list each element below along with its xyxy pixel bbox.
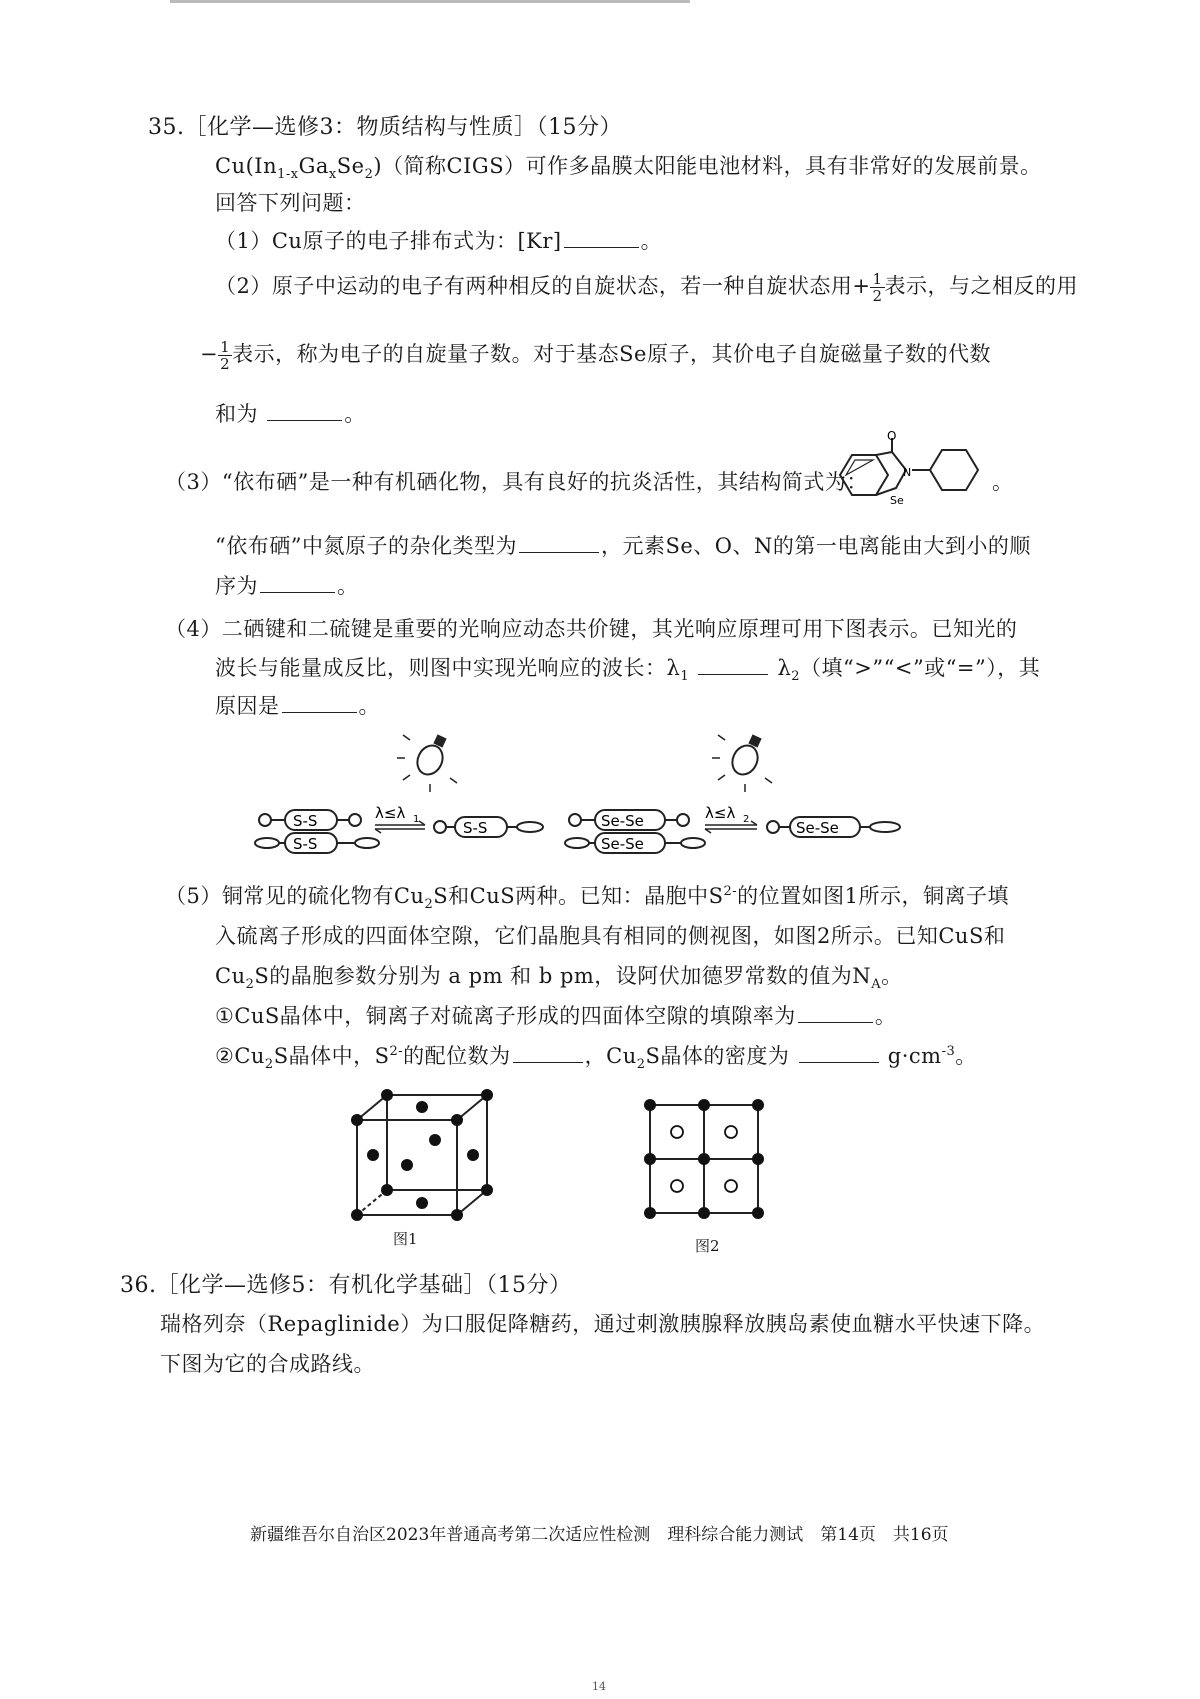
part-5-q1: ①CuS晶体中，铜离子对硫离子形成的四面体空隙的填隙率为 。 — [215, 1004, 897, 1028]
answer-blank[interactable] — [260, 574, 335, 593]
answer-blank[interactable] — [519, 534, 599, 553]
q36-heading: 36.［化学—选修5：有机化学基础］（15分） — [120, 1273, 572, 1298]
page-number: 14 — [592, 1680, 606, 1693]
light-bulb-icon — [397, 734, 457, 792]
q36-line2: 下图为它的合成路线。 — [160, 1352, 375, 1376]
part-5-line2: 入硫离子形成的四面体空隙，它们晶胞具有相同的侧视图，如图2所示。已知CuS和 — [215, 924, 1006, 948]
part-3-line2: “依布硒”中氮原子的杂化类型为 ，元素Se、O、N的第一电离能由大到小的顺 — [215, 534, 1031, 558]
part-3-end: 。 — [992, 470, 1014, 494]
part-1: （1）Cu原子的电子排布式为：[Kr] 。 — [215, 229, 663, 253]
ss-bond-label: S-S — [293, 835, 318, 853]
ss-bond-label: S-S — [463, 819, 488, 837]
answer-blank[interactable] — [799, 1044, 879, 1063]
light-bulb-icon — [712, 734, 772, 792]
fraction-half-negative: $\frac{1}{2}$ — [220, 338, 231, 373]
part-2-line1: （2）原子中运动的电子有两种相反的自旋状态，若一种自旋状态用+ $\frac{1}{2}$ 表示，与之相反的用 — [215, 270, 1079, 305]
ss-bond-label: S-S — [293, 812, 318, 830]
part-3-line1: （3）“依布硒”是一种有机硒化物，具有良好的抗炎活性，其结构简式为： — [165, 470, 868, 494]
sese-bond-label: Se-Se — [796, 819, 839, 837]
figure-1-unit-cell — [345, 1085, 505, 1225]
photoresponse-scheme — [245, 730, 965, 860]
ebselen-structure — [830, 430, 1000, 510]
answer-prompt: 回答下列问题： — [215, 191, 366, 215]
answer-blank[interactable] — [698, 656, 768, 675]
part-5-q2: $②Cu_2S$晶体中，$S^{2-}$的配位数为 ，$Cu_2S$晶体的密度为 $g\cdot cm^{-3}$。 — [215, 1044, 977, 1073]
oxygen-label: O — [887, 430, 897, 443]
part-4-line2: 波长与能量成反比，则图中实现光响应的波长：$\lambda_1$ $\lambda_2$（填“>”“<”或“=”），其 — [215, 656, 1041, 685]
svg-text:2: 2 — [743, 814, 750, 825]
part-5-line1: （5）铜常见的硫化物有$Cu_2S$和CuS两种。已知：晶胞中$S^{2-}$的位置如图1所示，铜离子填 — [165, 884, 1010, 913]
answer-blank[interactable] — [798, 1004, 873, 1023]
q35-heading: 35.［化学—选修3：物质结构与性质］（15分） — [148, 115, 622, 140]
part-3-line3: 序为 。 — [215, 574, 359, 598]
q35-intro: $Cu(In_{1-x}Ga_xSe_2)$（简称CIGS）可作多晶膜太阳能电池材料，具有非常好的发展前景。 — [215, 154, 1042, 183]
svg-text:1: 1 — [413, 814, 420, 825]
part-4-line3: 原因是 。 — [215, 694, 380, 718]
answer-blank[interactable] — [564, 229, 639, 248]
wavelength-condition: λ≤λ — [705, 804, 736, 822]
nitrogen-label: N — [903, 466, 912, 479]
figure-2-side-view — [640, 1095, 770, 1225]
answer-blank[interactable] — [267, 402, 342, 421]
part-2-line3: 和为 。 — [215, 402, 366, 426]
selenium-label: Se — [890, 494, 904, 507]
scan-top-edge — [170, 0, 690, 3]
answer-blank[interactable] — [513, 1044, 583, 1063]
part-4-line1: （4）二硒键和二硫键是重要的光响应动态共价键，其光响应原理可用下图表示。已知光的 — [165, 617, 1018, 641]
part-2-line2: − $\frac{1}{2}$ 表示，称为电子的自旋量子数。对于基态Se原子，其价电子自旋磁量子数的代数 — [200, 338, 991, 373]
part-5-line3: $Cu_2S$的晶胞参数分别为 a pm 和 b pm，设阿伏加德罗常数的值为$N_A$。 — [215, 964, 903, 993]
page-footer: 新疆维吾尔自治区2023年普通高考第二次适应性检测 理科综合能力测试 第14页 共16页 — [250, 1525, 949, 1545]
sese-bond-label: Se-Se — [601, 835, 644, 853]
wavelength-condition: λ≤λ — [375, 804, 406, 822]
fraction-half: $\frac{1}{2}$ — [872, 270, 883, 305]
sese-bond-label: Se-Se — [601, 812, 644, 830]
figure-1-caption: 图1 — [393, 1230, 418, 1248]
figure-2-caption: 图2 — [695, 1237, 720, 1255]
answer-blank[interactable] — [282, 694, 357, 713]
q36-line1: 瑞格列奈（Repaglinide）为口服促降糖药，通过刺激胰腺释放胰岛素使血糖水平快速下降。 — [160, 1312, 1046, 1336]
